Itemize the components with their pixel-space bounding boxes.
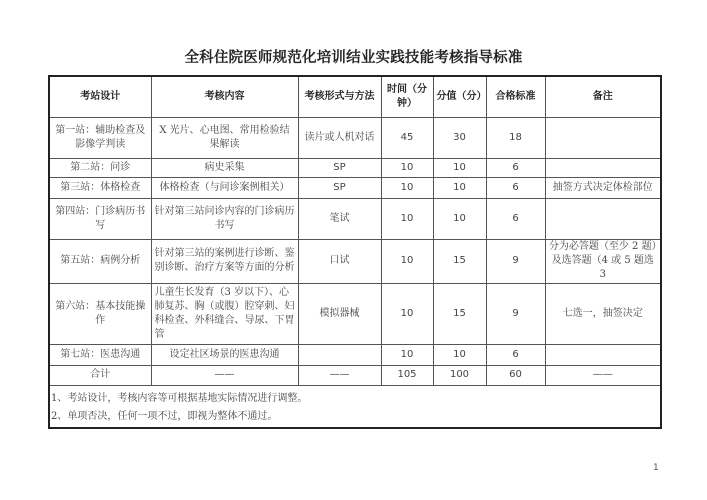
station-cell: 第三站：体格检查 — [49, 177, 151, 198]
time-cell: 10 — [381, 158, 433, 177]
total-method: —— — [298, 365, 381, 385]
table-row — [49, 283, 661, 344]
header-pass: 合格标准 — [486, 76, 545, 117]
score-cell: 10 — [433, 158, 486, 177]
note-cell — [545, 117, 661, 158]
pass-cell: 6 — [486, 177, 545, 198]
pass-cell: 6 — [486, 158, 545, 177]
pass-cell: 9 — [486, 239, 545, 283]
method-cell: SP — [298, 158, 381, 177]
header-time: 时间（分钟） — [381, 76, 433, 117]
method-cell: SP — [298, 177, 381, 198]
total-score: 100 — [433, 365, 486, 385]
header-score: 分值（分） — [433, 76, 486, 117]
time-cell: 10 — [381, 198, 433, 239]
station-cell: 第七站：医患沟通 — [49, 344, 151, 365]
time-cell: 10 — [381, 283, 433, 344]
content-cell: 针对第三站问诊内容的门诊病历书写 — [151, 198, 298, 239]
table-row — [49, 239, 661, 283]
pass-cell: 9 — [486, 283, 545, 344]
score-cell: 15 — [433, 283, 486, 344]
content-cell: 体格检查（与问诊案例相关） — [151, 177, 298, 198]
time-cell: 10 — [381, 177, 433, 198]
page-number: 1 — [653, 463, 659, 473]
total-note: —— — [545, 365, 661, 385]
total-row — [49, 365, 661, 385]
table-header-row — [49, 76, 661, 117]
table-row — [49, 177, 661, 198]
table-row — [49, 344, 661, 365]
method-cell — [298, 344, 381, 365]
pass-cell: 6 — [486, 198, 545, 239]
total-time: 105 — [381, 365, 433, 385]
method-cell: 模拟器械 — [298, 283, 381, 344]
station-cell: 第一站：辅助检查及影像学判读 — [49, 117, 151, 158]
method-cell: 笔试 — [298, 198, 381, 239]
content-cell: 设定社区场景的医患沟通 — [151, 344, 298, 365]
content-cell: 病史采集 — [151, 158, 298, 177]
method-cell: 口试 — [298, 239, 381, 283]
header-content: 考核内容 — [151, 76, 298, 117]
time-cell: 10 — [381, 239, 433, 283]
score-cell: 30 — [433, 117, 486, 158]
method-cell: 读片或人机对话 — [298, 117, 381, 158]
notes-cell — [49, 385, 661, 428]
time-cell: 45 — [381, 117, 433, 158]
content-cell: 儿童生长发育（3 岁以下）、心肺复苏、胸（或腹）腔穿刺、妇科检查、外科缝合、导尿、下胃管 — [151, 283, 298, 344]
table-row — [49, 158, 661, 177]
note-item: 1、考站设计，考核内容等可根据基地实际情况进行调整。 — [51, 392, 308, 404]
station-cell: 第四站：门诊病历书写 — [49, 198, 151, 239]
table-row — [49, 117, 661, 158]
pass-cell: 6 — [486, 344, 545, 365]
score-cell: 10 — [433, 177, 486, 198]
total-pass: 60 — [486, 365, 545, 385]
score-cell: 10 — [433, 344, 486, 365]
station-cell: 第五站：病例分析 — [49, 239, 151, 283]
table-row — [49, 198, 661, 239]
document-title: 全科住院医师规范化培训结业实践技能考核指导标准 — [184, 50, 523, 66]
note-cell — [545, 198, 661, 239]
score-cell: 10 — [433, 198, 486, 239]
header-note: 备注 — [545, 76, 661, 117]
time-cell: 10 — [381, 344, 433, 365]
station-cell: 第六站：基本技能操作 — [49, 283, 151, 344]
note-cell — [545, 344, 661, 365]
total-content: —— — [151, 365, 298, 385]
header-method: 考核形式与方法 — [298, 76, 381, 117]
note-cell: 七选一，抽签决定 — [545, 283, 661, 344]
note-cell: 分为必答题（至少 2 题）及选答题（4 或 5 题选 3 — [545, 239, 661, 283]
pass-cell: 18 — [486, 117, 545, 158]
content-cell: 针对第三站的案例进行诊断、鉴别诊断、治疗方案等方面的分析 — [151, 239, 298, 283]
note-cell: 抽签方式决定体检部位 — [545, 177, 661, 198]
score-cell: 15 — [433, 239, 486, 283]
content-cell: X 光片、心电图、常用检验结果解读 — [151, 117, 298, 158]
assessment-standards-table — [48, 75, 662, 429]
total-label: 合计 — [49, 365, 151, 385]
note-item: 2、单项否决，任何一项不过，即视为整体不通过。 — [51, 410, 278, 422]
header-station: 考站设计 — [49, 76, 151, 117]
note-cell — [545, 158, 661, 177]
station-cell: 第二站：问诊 — [49, 158, 151, 177]
notes-row — [49, 385, 661, 428]
